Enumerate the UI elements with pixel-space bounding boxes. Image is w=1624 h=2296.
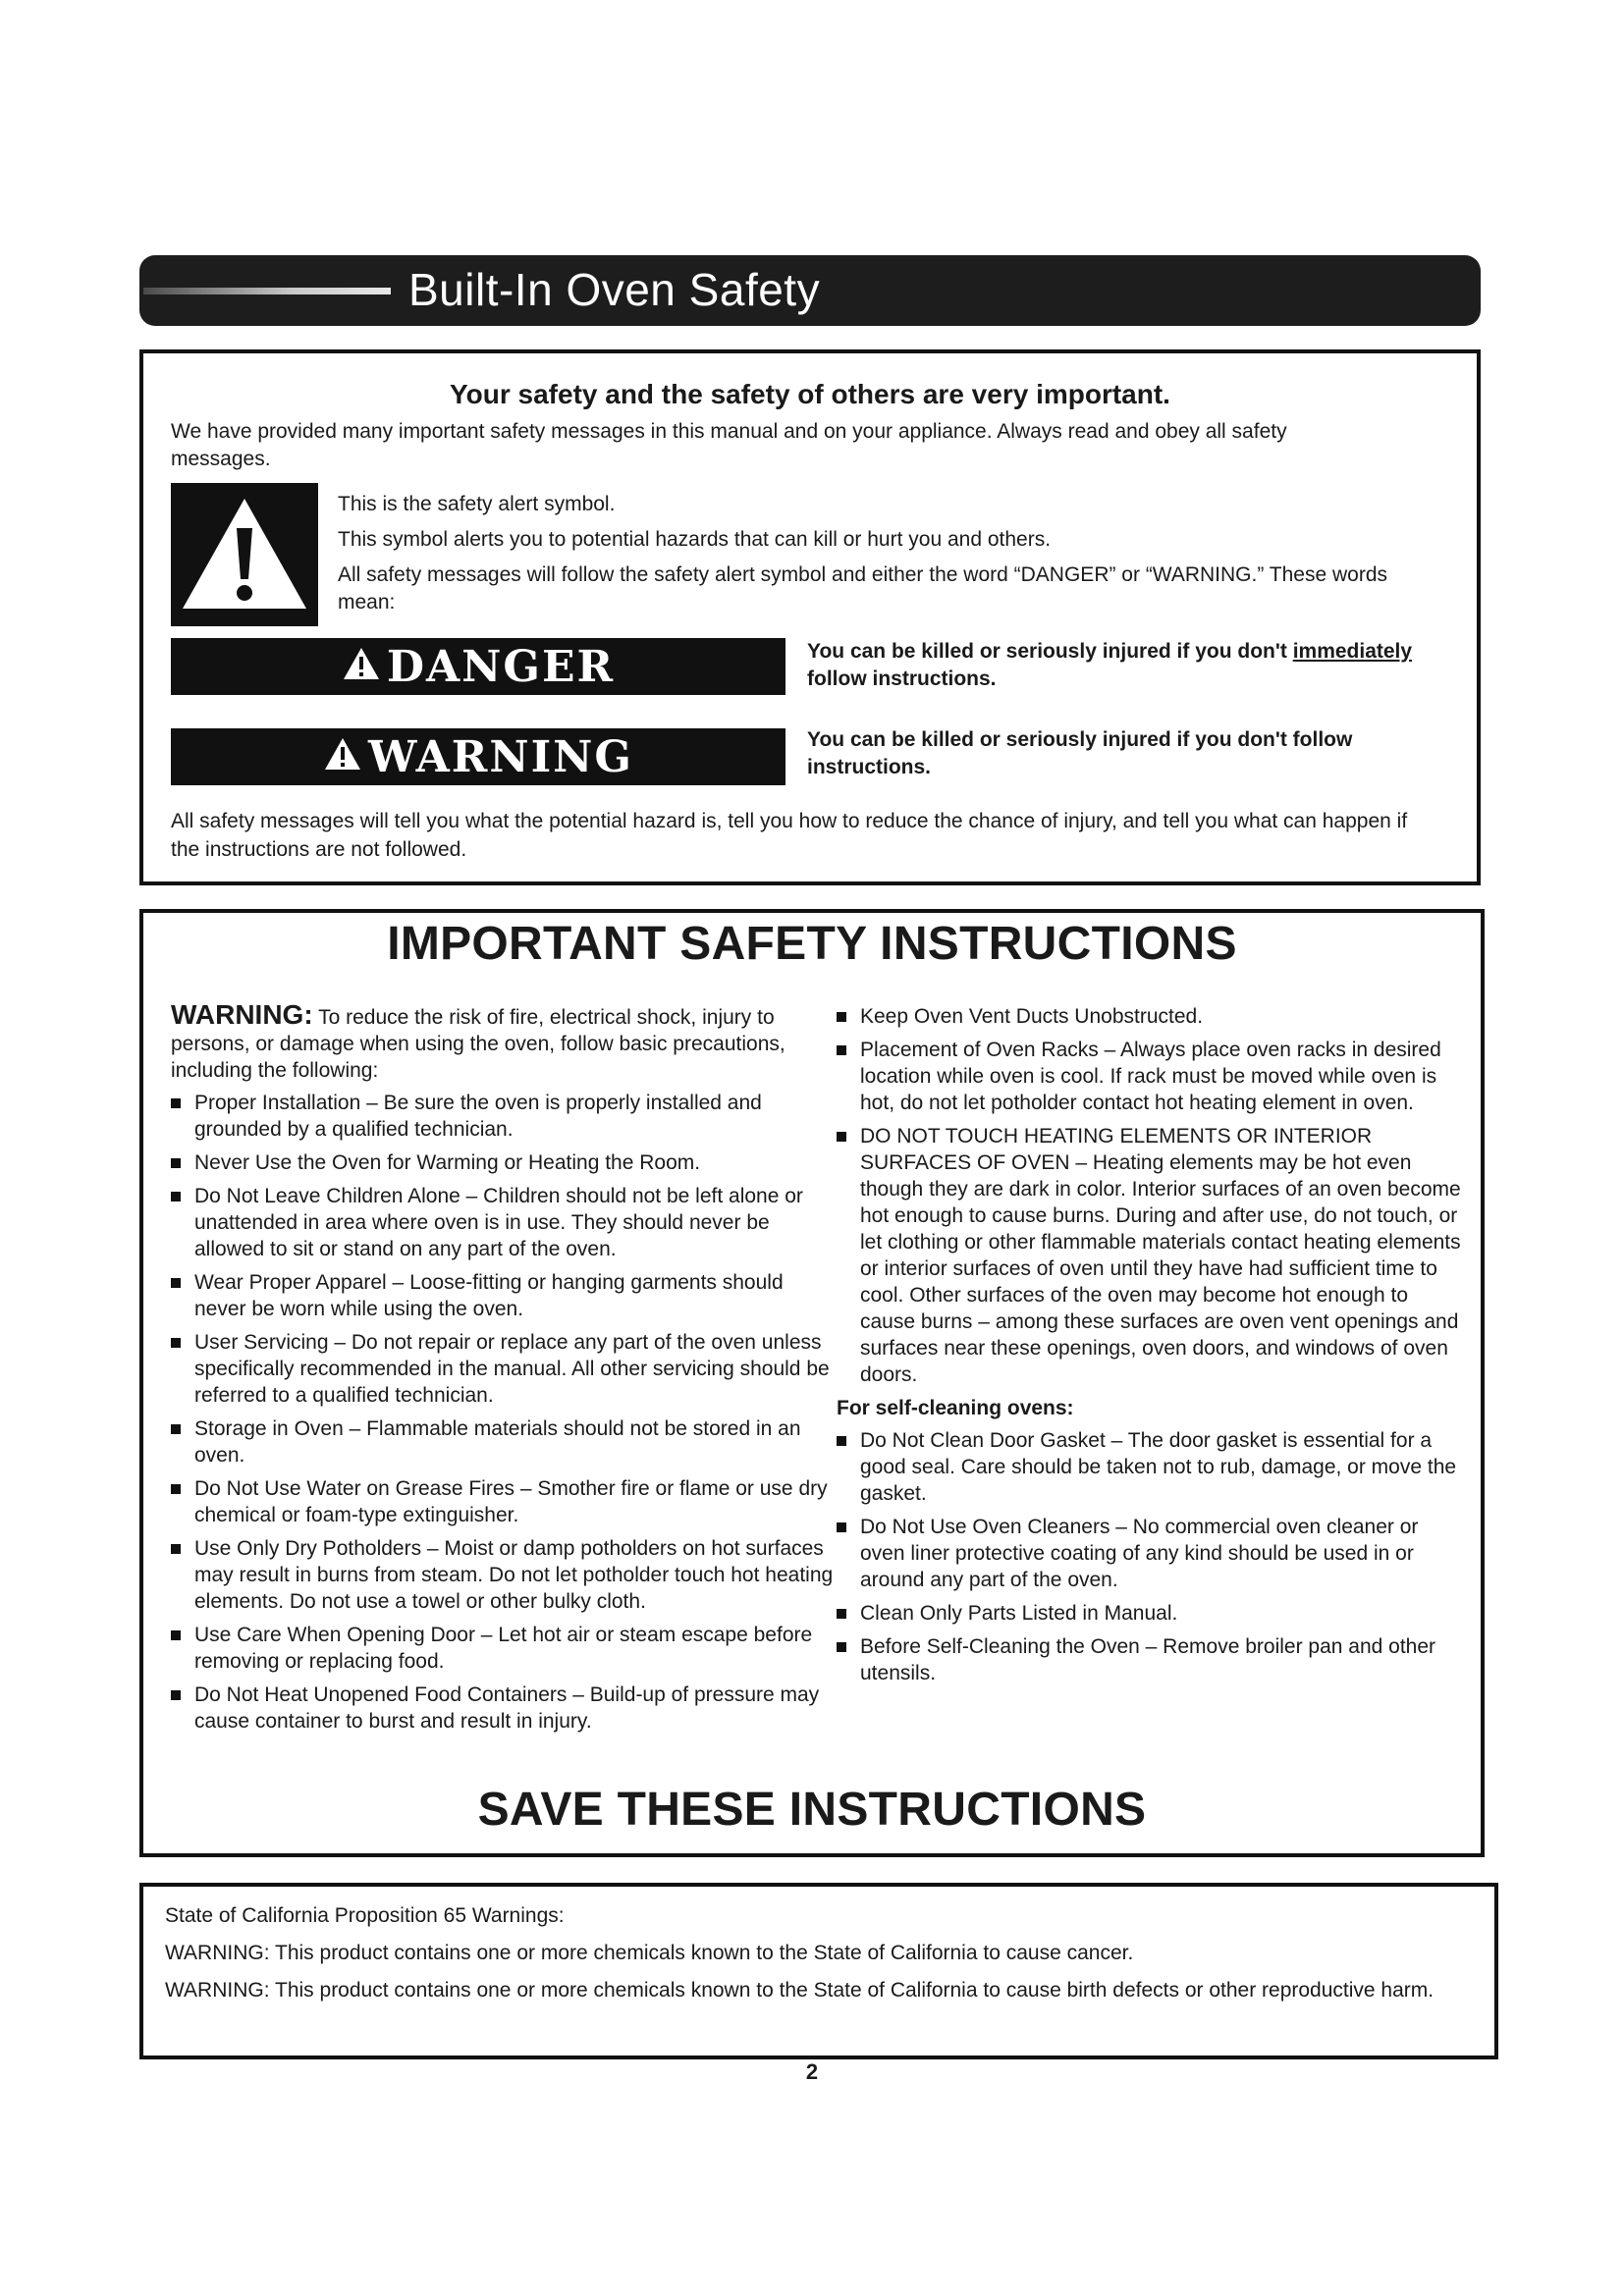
prop65-box (139, 1883, 1498, 2059)
intro-heading: Your safety and the safety of others are very important. (450, 379, 1170, 409)
warning-intro (171, 1001, 839, 1084)
warning-triangle-icon (171, 483, 318, 626)
section-header-bar (139, 255, 1481, 326)
list-item: User Servicing – Do not repair or replace any part of the oven unless specifically recommended in the manual. All other servicing should be referred to a qualified technician. (171, 1329, 839, 1409)
list-item: Use Care When Opening Door – Let hot air or steam escape before removing or replacing food. (171, 1622, 839, 1675)
header-rule (143, 288, 391, 294)
left-bullet-list (171, 1090, 839, 1735)
alert-triangle-icon (323, 732, 362, 782)
danger-text-part: follow instructions. (807, 667, 997, 690)
list-item: Do Not Leave Children Alone – Children should not be left alone or unattended in area where oven is in use. They should never be allowed to sit or stand on any part of the oven. (171, 1183, 839, 1262)
warning-label: WARNING (368, 731, 633, 782)
list-item: Do Not Clean Door Gasket – The door gasket is essential for a good seal. Care should be taken not to rub, damage, or move the gasket. (837, 1427, 1461, 1507)
list-item: Do Not Use Oven Cleaners – No commercial oven cleaner or oven liner protective coating of any kind should be used in or around any part of the oven. (837, 1514, 1461, 1593)
danger-text-emphasis: immediately (1292, 640, 1413, 663)
list-item: Placement of Oven Racks – Always place oven racks in desired location while oven is cool. If rack must be moved while oven is hot, do not let potholder contact hot heating element in oven. (837, 1037, 1461, 1116)
list-item: Clean Only Parts Listed in Manual. (837, 1600, 1461, 1627)
self-cleaning-heading: For self-cleaning ovens: (837, 1397, 1074, 1419)
section-title: Built-In Oven Safety (408, 264, 821, 315)
danger-description (807, 638, 1459, 693)
safety-intro-box (139, 349, 1481, 885)
list-item: Keep Oven Vent Ducts Unobstructed. (837, 1003, 1461, 1030)
warning-word: WARNING: (171, 999, 313, 1030)
list-item: Wear Proper Apparel – Loose-fitting or hanging garments should never be worn while using the oven. (171, 1269, 839, 1322)
list-item: Before Self-Cleaning the Oven – Remove broiler pan and other utensils. (837, 1633, 1461, 1686)
alert-symbol-description (338, 491, 1418, 624)
list-item: Never Use the Oven for Warming or Heating the Room. (171, 1149, 839, 1176)
prop65-warning-cancer: WARNING: This product contains one or more chemicals known to the State of California to cause cancer. (165, 1942, 1134, 1964)
list-item: Proper Installation – Be sure the oven is properly installed and grounded by a qualified technician. (171, 1090, 839, 1143)
right-bullet-list (837, 1003, 1461, 1388)
alert-line: All safety messages will follow the safety alert symbol and either the word “DANGER” or “WARNING.” These words mean: (338, 563, 1388, 614)
prop65-text (165, 1902, 1455, 2014)
list-item: Storage in Oven – Flammable materials should not be stored in an oven. (171, 1415, 839, 1468)
list-item: Do Not Heat Unopened Food Containers – Build-up of pressure may cause container to burst and result in injury. (171, 1682, 839, 1735)
self-cleaning-bullet-list (837, 1427, 1461, 1686)
warning-signal-bar (171, 728, 785, 785)
danger-text-part: You can be killed or seriously injured if you don't (807, 640, 1293, 663)
intro-text: We have provided many important safety messages in this manual and on your appliance. Always read and obey all safety messages. (171, 420, 1287, 470)
save-instructions-title: SAVE THESE INSTRUCTIONS (477, 1784, 1147, 1836)
intro-closing-text: All safety messages will tell you what the potential hazard is, tell you how to reduce the chance of injury, and tell you what can happen if the instructions are not followed. (171, 810, 1408, 861)
danger-signal-bar (171, 638, 785, 695)
danger-label: DANGER (386, 641, 616, 692)
list-item: Do Not Use Water on Grease Fires – Smother fire or flame or use dry chemical or foam-type extinguisher. (171, 1475, 839, 1528)
instructions-title: IMPORTANT SAFETY INSTRUCTIONS (387, 918, 1237, 970)
alert-line: This is the safety alert symbol. (338, 493, 616, 515)
warning-intro-text: To reduce the risk of fire, electrical shock, injury to persons, or damage when using the oven, follow basic precautions, including the following: (171, 1006, 785, 1082)
page-number: 2 (805, 2059, 819, 2084)
list-item: DO NOT TOUCH HEATING ELEMENTS OR INTERIOR SURFACES OF OVEN – Heating elements may be hot even though they are dark in color. Interior surfaces of an oven become hot enough to cause burns. During and after use, do not touch, or let clothing or other flammable materials contact heating elements or interior surfaces of oven until they have had sufficient time to cool. Other surfaces of the oven may become hot enough to cause burns – among these surfaces are oven vent openings and surfaces near these openings, oven doors, and windows of oven doors. (837, 1123, 1461, 1388)
prop65-warning-reproductive: WARNING: This product contains one or more chemicals known to the State of California to cause birth defects or other reproductive harm. (165, 1979, 1435, 2002)
prop65-heading: State of California Proposition 65 Warnings: (165, 1904, 565, 1927)
instructions-left-column (171, 1001, 839, 1741)
safety-instructions-box (139, 909, 1485, 1857)
alert-triangle-icon (342, 642, 381, 692)
instructions-right-column (837, 1003, 1461, 1693)
alert-line: This symbol alerts you to potential hazards that can kill or hurt you and others. (338, 528, 1052, 551)
warning-description: You can be killed or seriously injured if you don't follow instructions. (807, 728, 1353, 778)
list-item: Use Only Dry Potholders – Moist or damp potholders on hot surfaces may result in burns from steam. Do not let potholder touch hot heating elements. Do not use a towel or other bulky cloth. (171, 1535, 839, 1615)
